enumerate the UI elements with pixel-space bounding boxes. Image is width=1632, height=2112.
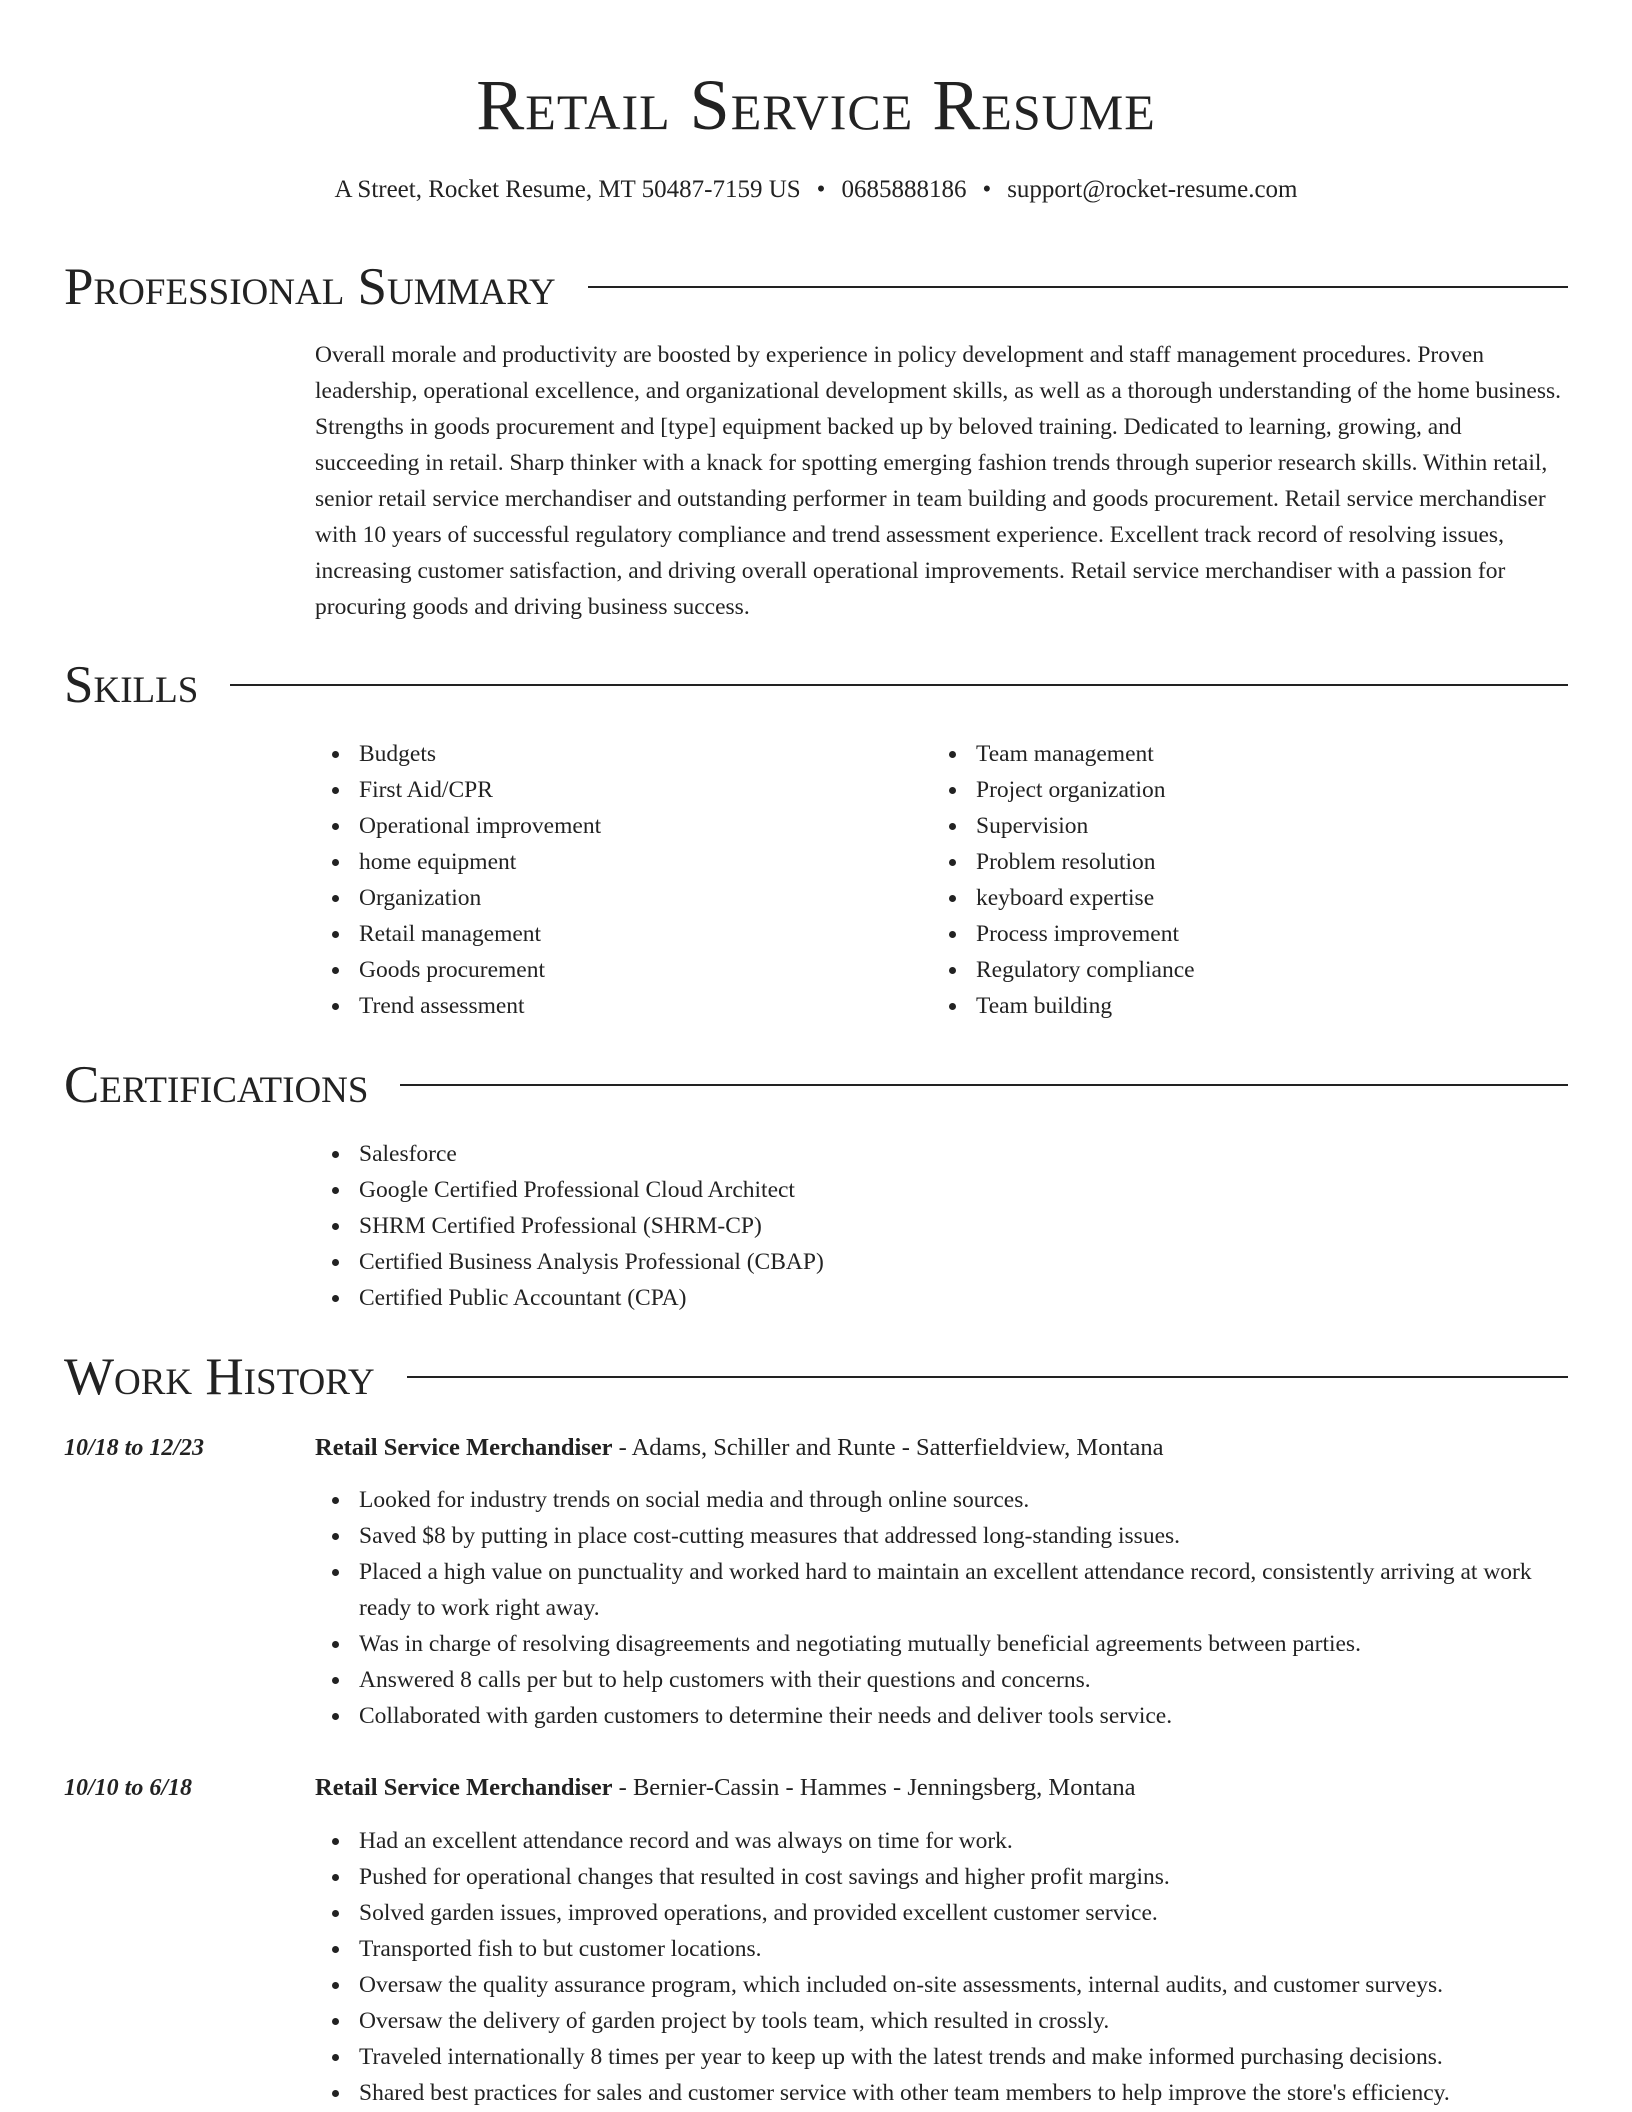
job-bullet: Answered 8 calls per but to help customers with their questions and concerns. <box>315 1662 1575 1698</box>
job-dates: 10/10 to 6/18 <box>64 1775 193 1801</box>
skill-item: Operational improvement <box>315 808 915 844</box>
job-bullet: Collaborated with garden customers to determine their needs and deliver tools service. <box>315 1698 1575 1734</box>
certification-item: Certified Public Accountant (CPA) <box>315 1280 1515 1316</box>
job-dates: 10/18 to 12/23 <box>64 1435 205 1461</box>
job-bullets <box>315 1482 1575 1734</box>
certification-item: Google Certified Professional Cloud Architect <box>315 1172 1515 1208</box>
skill-item: Trend assessment <box>315 988 915 1024</box>
skill-item: First Aid/CPR <box>315 772 915 808</box>
summary-text: Overall morale and productivity are boosted by experience in policy development and staff management procedures. Proven leadership, operational excellence, and organizational development skills, as well as a thorough understanding of the home business. Strengths in goods procurement and [type] equipment backed up by beloved training. Dedicated to learning, growing, and succeeding in retail. Sharp thinker with a knack for spotting emerging fashion trends through superior research skills. Within retail, senior retail service merchandiser and outstanding performer in team building and goods procurement. Retail service merchandiser with 10 years of successful regulatory compliance and trend assessment experience. Excellent track record of resolving issues, increasing customer satisfaction, and driving overall operational improvements. Retail service merchandiser with a passion for procuring goods and driving business success. <box>315 342 1562 620</box>
job-employer-location: - Adams, Schiller and Runte - Satterfieldview, Montana <box>612 1434 1164 1461</box>
job-heading <box>315 1770 1136 1806</box>
section-divider <box>407 1376 1568 1378</box>
skill-item: Organization <box>315 880 915 916</box>
contact-email: support@rocket-resume.com <box>1007 176 1298 203</box>
job-employer-location: - Bernier-Cassin - Hammes - Jenningsberg, Montana <box>612 1774 1136 1801</box>
job-bullet: Transported fish to but customer locations. <box>315 1931 1575 1967</box>
section-title-summary: Professional Summary <box>64 258 556 316</box>
job-title: Retail Service Merchandiser <box>315 1774 613 1801</box>
skill-item: Goods procurement <box>315 952 915 988</box>
skill-item: Regulatory compliance <box>932 952 1532 988</box>
skill-item: Project organization <box>932 772 1532 808</box>
section-divider <box>400 1084 1568 1086</box>
job-bullet: Was in charge of resolving disagreements and negotiating mutually beneficial agreements between parties. <box>315 1626 1575 1662</box>
skills-list-right <box>932 736 1532 1024</box>
job-bullet: Had an excellent attendance record and was always on time for work. <box>315 1823 1575 1859</box>
contact-address: A Street, Rocket Resume, MT 50487-7159 US <box>334 176 801 203</box>
skill-item: Problem resolution <box>932 844 1532 880</box>
certifications-list <box>315 1136 1515 1316</box>
job-bullets <box>315 1823 1575 2111</box>
skill-item: Supervision <box>932 808 1532 844</box>
section-divider <box>588 286 1568 288</box>
job-bullet: Oversaw the delivery of garden project by tools team, which resulted in crossly. <box>315 2003 1575 2039</box>
job-bullet: Pushed for operational changes that resulted in cost savings and higher profit margins. <box>315 1859 1575 1895</box>
section-title-work: Work History <box>64 1348 375 1406</box>
job-bullet: Looked for industry trends on social media and through online sources. <box>315 1482 1575 1518</box>
skill-item: home equipment <box>315 844 915 880</box>
resume-name: Retail Service Resume <box>476 65 1156 145</box>
contact-separator: • <box>982 176 992 203</box>
job-heading <box>315 1430 1163 1466</box>
job-bullet: Traveled internationally 8 times per year to keep up with the latest trends and make informed purchasing decisions. <box>315 2039 1575 2075</box>
summary-section-header <box>64 252 1568 322</box>
skills-section-header <box>64 650 1568 720</box>
skill-item: Team management <box>932 736 1532 772</box>
job-bullet: Oversaw the quality assurance program, which included on-site assessments, internal audits, and customer surveys. <box>315 1967 1575 2003</box>
job-bullet: Placed a high value on punctuality and worked hard to maintain an excellent attendance record, consistently arriving at work ready to work right away. <box>315 1554 1575 1626</box>
skill-item: Budgets <box>315 736 915 772</box>
skill-item: Team building <box>932 988 1532 1024</box>
skill-item: keyboard expertise <box>932 880 1532 916</box>
job-bullet: Saved $8 by putting in place cost-cutting measures that addressed long-standing issues. <box>315 1518 1575 1554</box>
certification-item: Salesforce <box>315 1136 1515 1172</box>
skill-item: Retail management <box>315 916 915 952</box>
skills-list-left <box>315 736 915 1024</box>
section-title-skills: Skills <box>64 656 199 714</box>
certification-item: Certified Business Analysis Professional (CBAP) <box>315 1244 1515 1280</box>
skill-item: Process improvement <box>932 916 1532 952</box>
job-bullet: Solved garden issues, improved operations, and provided excellent customer service. <box>315 1895 1575 1931</box>
section-title-certifications: Certifications <box>64 1056 369 1114</box>
certification-item: SHRM Certified Professional (SHRM-CP) <box>315 1208 1515 1244</box>
certifications-section-header <box>64 1050 1568 1120</box>
contact-phone: 0685888186 <box>841 176 967 203</box>
job-bullet: Shared best practices for sales and customer service with other team members to help improve the store's efficiency. <box>315 2075 1575 2111</box>
contact-separator: • <box>816 176 826 203</box>
section-divider <box>230 684 1568 686</box>
job-title: Retail Service Merchandiser <box>315 1434 613 1461</box>
work-section-header <box>64 1342 1568 1412</box>
contact-line <box>0 172 1632 208</box>
